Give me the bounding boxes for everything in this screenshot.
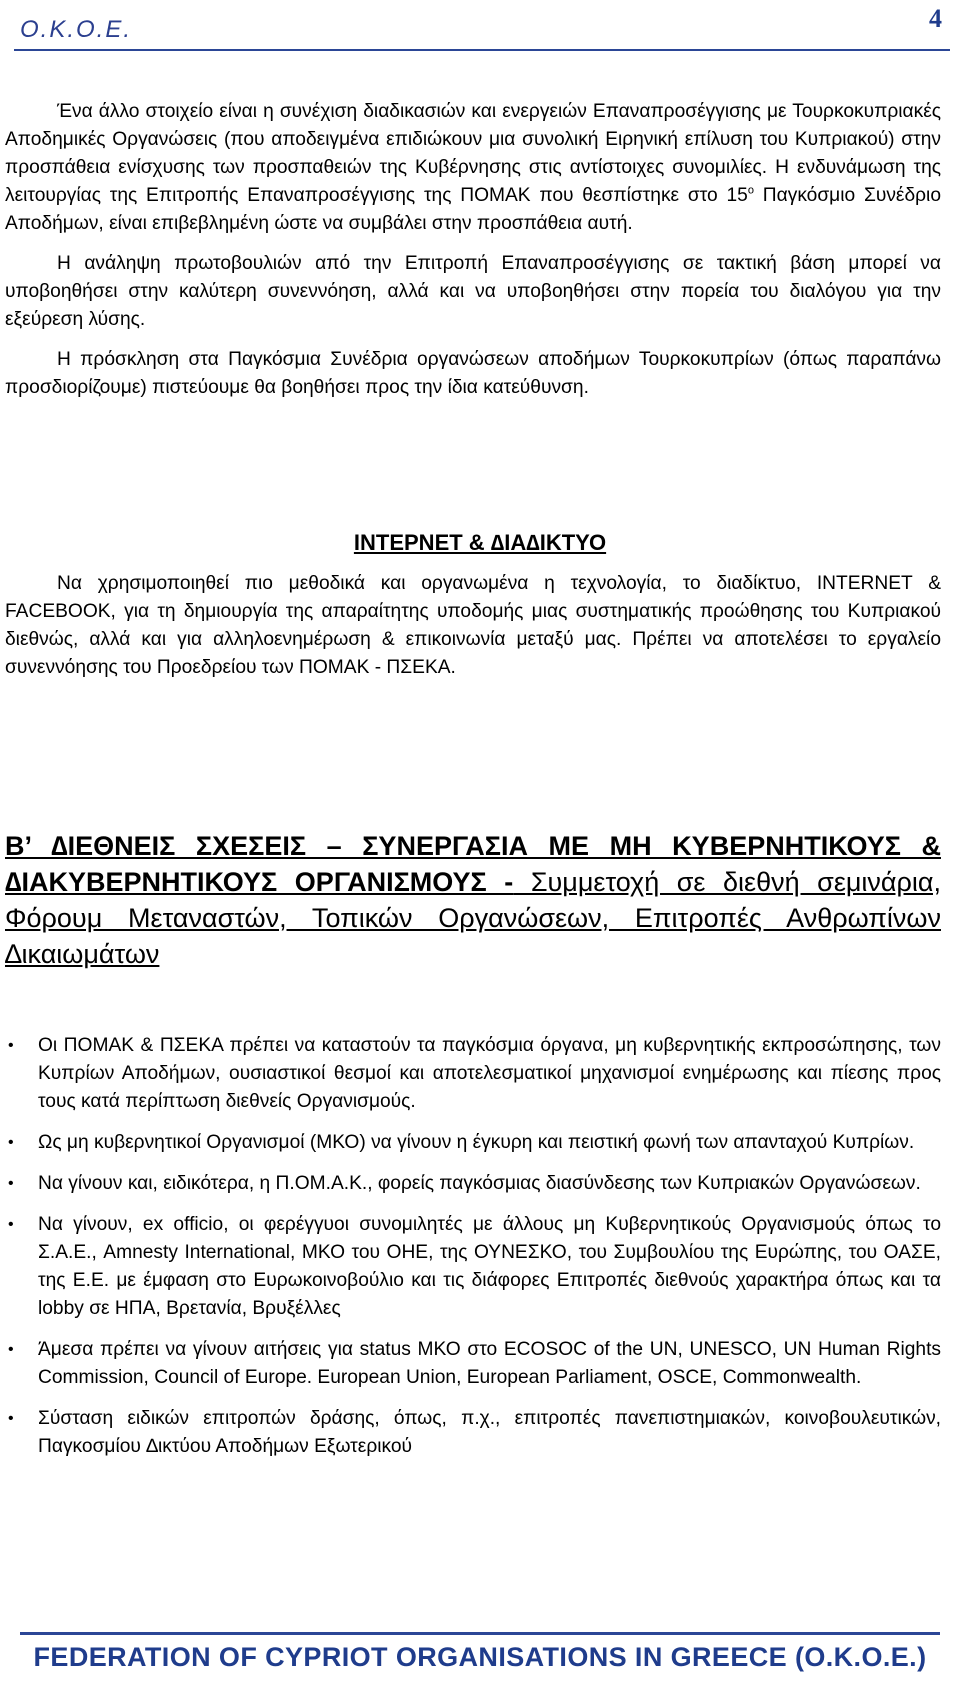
- footer-divider: [20, 1632, 940, 1635]
- ordinal-superscript: ο: [747, 184, 754, 197]
- internet-section-title: ΙΝΤΕΡΝΕΤ & ∆ΙΑ∆ΙΚΤΥΟ: [353, 530, 607, 555]
- section-b-heading-subtitle: Συμμετοχή σε διεθνή σεμινάρια, Φόρουμ Μεταναστών, Τοπικών Οργανώσεων, Επιτροπές Ανθρωπίνων ∆ικαιωμάτων: [5, 867, 941, 969]
- list-item: • Σύσταση ειδικών επιτροπών δράσης, όπως, π.χ., επιτροπές πανεπιστημιακών, κοινοβουλευτικών, Παγκοσμίου ∆ικτύου Αποδήμων Εξωτερικού: [5, 1405, 941, 1461]
- section-b-heading-bold: Β’ ∆ΙΕΘΝΕΙΣ ΣΧΕΣΕΙΣ – ΣΥΝΕΡΓΑΣΙΑ ΜΕ ΜΗ ΚΥΒΕΡΝΗΤΙΚΟΥΣ & ∆ΙΑΚΥΒΕΡΝΗΤΙΚΟΥΣ ΟΡΓΑΝΙΣΜΟΥΣ -: [5, 831, 941, 897]
- list-item: • Άμεσα πρέπει να γίνουν αιτήσεις για status ΜΚΟ στο ECOSOC of the UN, UNESCO, UN Human Rights Commission, Council of Europe. European Union, European Parliament, OSCE, Commonwealth.: [5, 1336, 941, 1392]
- list-item: • Να γίνουν, ex officio, οι φερέγγυοι συνομιλητές με άλλους μη Κυβερνητικούς Οργανισμούς όπως το Σ.Α.Ε., Amnesty International, ΜΚΟ του ΟΗΕ, της ΟΥΝΕΣΚΟ, του Συμβουλίου της Ευρώπης, του ΟΑΣΕ, της Ε.Ε. με έμφαση στο Ευρωκοινοβούλιο και τις διάφορες Επιτροπές διεθνούς χαρακτήρα όπως και τα lobby σε ΗΠΑ, Βρετανία, Βρυξέλλες: [5, 1211, 941, 1323]
- section-b-heading: [5, 828, 941, 972]
- page-header: [0, 0, 960, 56]
- bullet-icon: •: [8, 1134, 14, 1151]
- paragraph-invitation: Η πρόσκληση στα Παγκόσμια Συνέδρια οργανώσεων αποδήμων Τουρκοκυπρίων (όπως παραπάνω προσδιορίζουμε) πιστεύουμε θα βοηθήσει προς την ίδια κατεύθυνση.: [5, 349, 941, 398]
- intro-paragraphs: [5, 98, 941, 402]
- paragraph-initiatives: Η ανάληψη πρωτοβουλιών από την Επιτροπή Επαναπροσέγγισης σε τακτική βάση μπορεί να υποβοηθήσει στην καλύτερη συνεννόηση, αλλά και να υποβοηθήσει στην πορεία του διαλόγου για την εξεύρεση λύσης.: [5, 253, 941, 330]
- bullet-icon: •: [8, 1037, 14, 1054]
- internet-section-body-wrapper: [5, 570, 941, 682]
- list-item: • Να γίνουν και, ειδικότερα, η Π.ΟΜ.Α.Κ., φορείς παγκόσμιας διασύνδεσης των Κυπριακών Οργανώσεων.: [5, 1170, 941, 1198]
- list-item: • Οι ΠΟΜΑΚ & ΠΣΕΚΑ πρέπει να καταστούν τα παγκόσμια όργανα, μη κυβερνητικής εκπροσώπησης, των Κυπρίων Αποδήμων, ουσιαστικοί θεσμοί και αποτελεσματικοί μηχανισμοί ενημέρωσης και πίεσης προς τους κατά περίπτωση διεθνείς Οργανισμούς.: [5, 1032, 941, 1116]
- bullet-icon: •: [8, 1175, 14, 1192]
- bullet-icon: •: [8, 1216, 14, 1233]
- section-b-bullet-list: [5, 1032, 941, 1474]
- bullet-icon: •: [8, 1341, 14, 1358]
- page-footer: [20, 1632, 940, 1678]
- bullet-icon: •: [8, 1410, 14, 1427]
- paragraph-reconciliation: Ένα άλλο στοιχείο είναι η συνέχιση διαδικασιών και ενεργειών Επαναπροσέγγισης με Τουρκοκυπριακές Αποδημικές Οργανώσεις (που αποδειγμένα επιδιώκουν μια συνολική Ειρηνική επίλυση του Κυπριακού) στην προσπάθεια ενίσχυσης των προσπαθειών της Κυβέρνησης στις αντίστοιχες συνομιλίες. Η ενδυνάμωση της λειτουργίας της Επιτροπής Επαναπροσέγγισης της ΠΟΜΑΚ που θεσπίστηκε στο $15^o$ Παγκόσμιο Συνέδριο Αποδήμων, είναι επιβεβλημένη ώστε να συμβάλει στην προσπάθεια αυτή.: [5, 101, 941, 234]
- header-divider: [14, 49, 950, 51]
- footer-organisation-name: FEDERATION OF CYPRIOT ORGANISATIONS IN GREECE (O.K.O.E.): [33, 1642, 927, 1672]
- internet-section-body: Να χρησιμοποιηθεί πιο μεθοδικά και οργανωμένα η τεχνολογία, το διαδίκτυο, INTERNET & FACEBOOK, για τη δημιουργία της απαραίτητης υποδομής μιας συστηματικής προώθησης του Κυπριακού διεθνώς, αλλά και για αλληλοενημέρωση & επικοινωνία μεταξύ μας. Πρέπει να αποτελέσει το εργαλείο συνεννόησης του Προεδρείου των ΠΟΜΑΚ - ΠΣΕΚΑ.: [5, 573, 941, 678]
- page-number: 4: [929, 4, 942, 33]
- organisation-logo: O.K.O.E.: [20, 16, 133, 43]
- list-item: • Ως μη κυβερνητικοί Οργανισμοί (ΜΚΟ) να γίνουν η έγκυρη και πειστική φωνή των απανταχού Κυπρίων.: [5, 1129, 941, 1157]
